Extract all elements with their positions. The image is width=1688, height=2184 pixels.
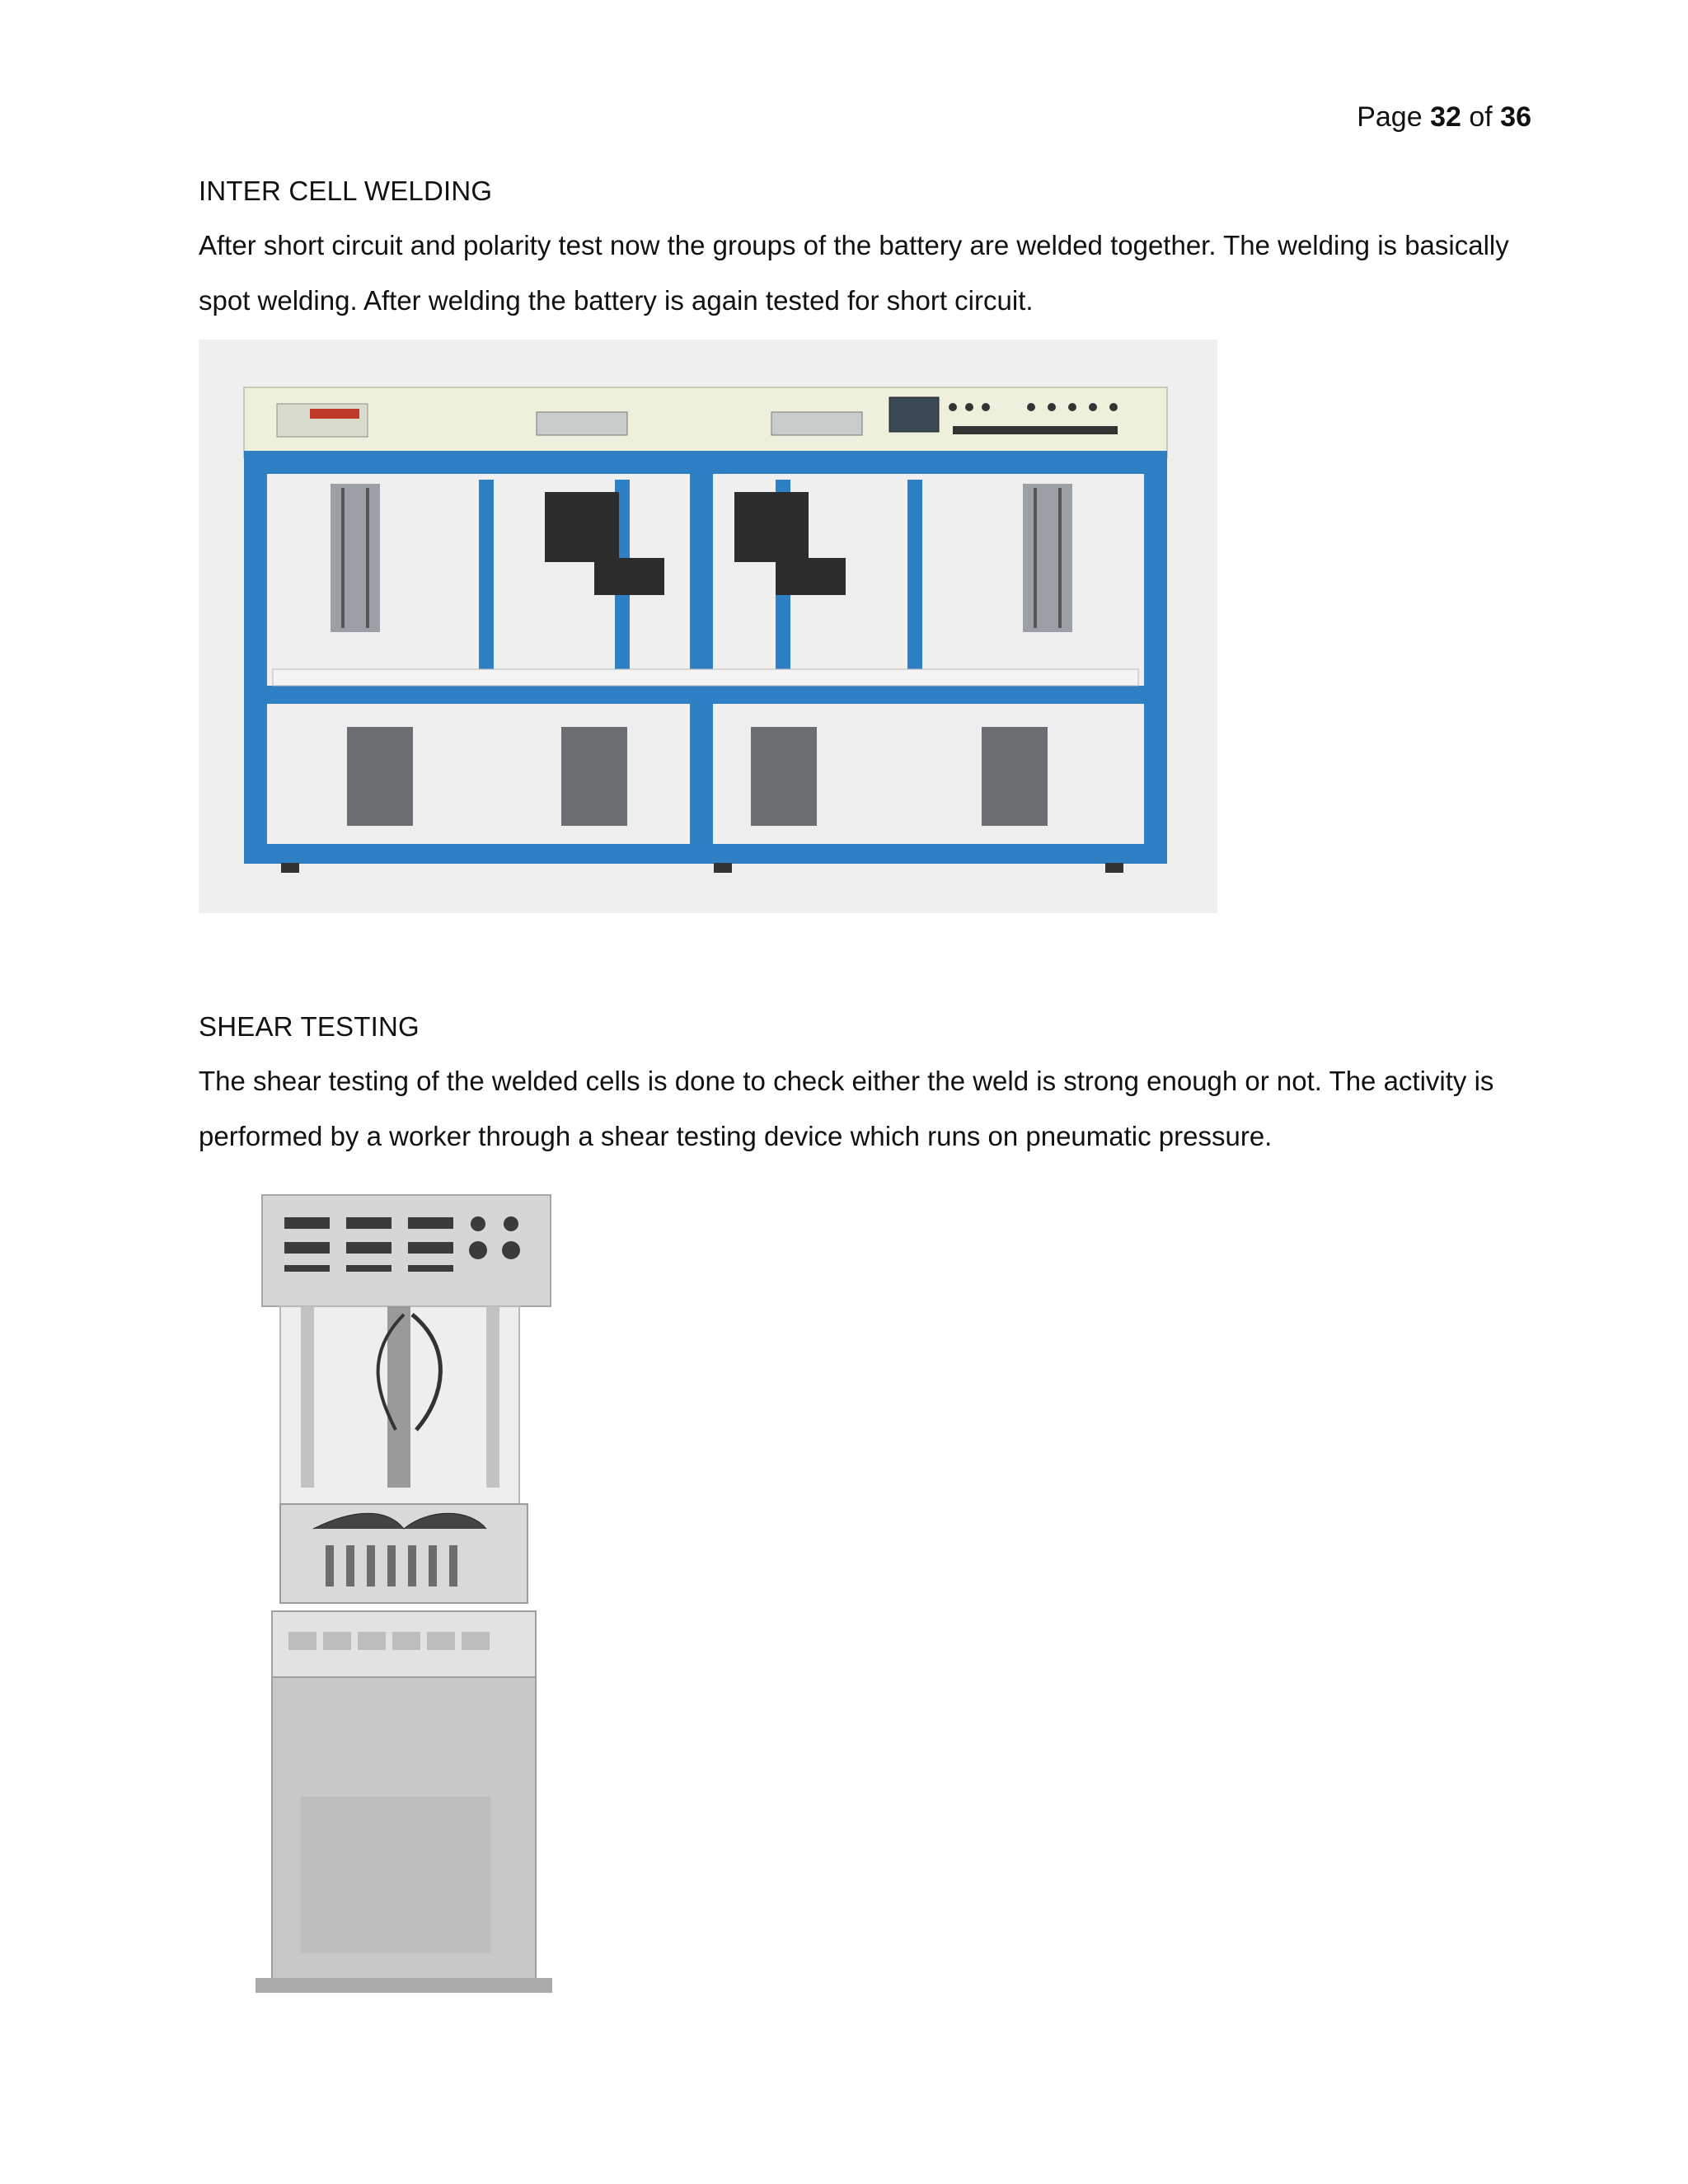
page-current: 32	[1430, 101, 1461, 133]
section-shear-testing	[199, 1009, 1534, 1164]
section-heading-welding: INTER CELL WELDING	[199, 176, 493, 206]
section-inter-cell-welding	[199, 173, 1534, 328]
page-number	[1357, 99, 1531, 135]
shear-testing-device-photo	[239, 1183, 585, 2015]
page-of: of	[1469, 101, 1493, 133]
shear-testing-device-illustration	[239, 1183, 585, 2015]
welding-machine-photo	[199, 340, 1217, 913]
welding-machine-illustration	[199, 340, 1217, 913]
section-body-welding: After short circuit and polarity test now the groups of the battery are welded together. The welding is basically spot welding. After welding the battery is again tested for short circuit.	[199, 230, 1509, 316]
page-total: 36	[1500, 101, 1531, 133]
section-heading-shear: SHEAR TESTING	[199, 1011, 420, 1042]
section-body-shear: The shear testing of the welded cells is done to check either the weld is strong enough or not. The activity is performed by a worker through a shear testing device which runs on pneumatic pressure.	[199, 1066, 1494, 1151]
page-label: Page	[1357, 101, 1423, 133]
